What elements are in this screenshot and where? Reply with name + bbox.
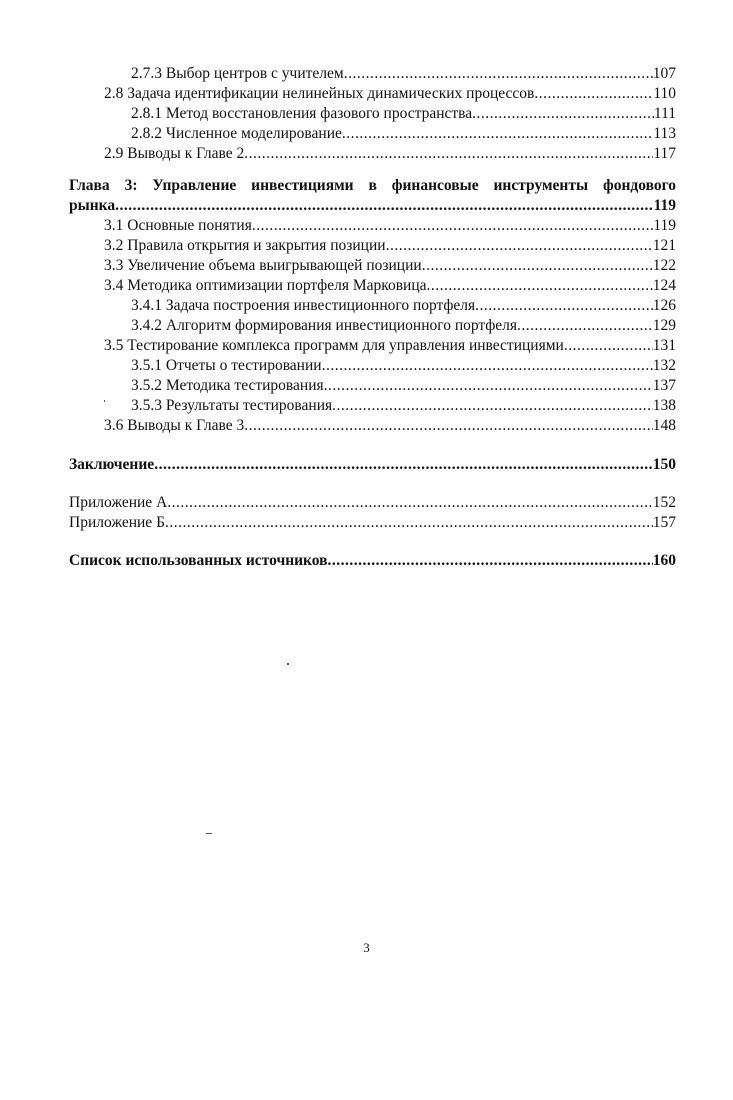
toc-entry-page: 113 bbox=[653, 125, 676, 142]
toc-leader-dots bbox=[475, 296, 653, 316]
toc-entry-title: 3.4.1 Задача построения инвестиционного портфеля bbox=[131, 297, 476, 314]
conclusion-page: 150 bbox=[652, 456, 676, 473]
toc-entry-page: 137 bbox=[652, 377, 676, 394]
toc-entry bbox=[0, 376, 733, 396]
toc-references bbox=[0, 551, 733, 571]
toc-entry-page: 119 bbox=[653, 217, 676, 234]
toc-entry bbox=[0, 276, 733, 296]
scan-speck bbox=[287, 663, 289, 665]
toc-entry-title: 3.5.2 Методика тестирования bbox=[131, 377, 324, 394]
toc-leader-dots bbox=[517, 316, 653, 336]
toc-entry-page: 129 bbox=[652, 317, 676, 334]
toc-entry-page: 126 bbox=[652, 297, 676, 314]
toc-entry-title: 3.4 Методика оптимизации портфеля Марковица bbox=[104, 277, 427, 294]
toc-leader-dots bbox=[564, 336, 653, 356]
toc-entry-page: 117 bbox=[653, 145, 676, 162]
toc-entry-title: 3.1 Основные понятия bbox=[104, 217, 252, 234]
toc-entry-title: 3.4.2 Алгоритм формирования инвестиционного портфеля bbox=[131, 317, 517, 334]
appendix-page: 157 bbox=[652, 514, 676, 531]
toc-leader-dots bbox=[534, 84, 653, 104]
toc-leader-dots bbox=[324, 376, 653, 396]
toc-leader-dots bbox=[332, 396, 653, 416]
toc-entry-title: 3.5.3 Результаты тестирования bbox=[131, 397, 333, 414]
toc-entry bbox=[0, 236, 733, 256]
chapter-3-title-line1: Глава 3: Управление инвестициями в финансовые инструменты фондового bbox=[69, 177, 676, 194]
toc-entry bbox=[0, 216, 733, 236]
toc-entry bbox=[0, 416, 733, 436]
toc-leader-dots bbox=[344, 64, 653, 84]
toc-appendix bbox=[0, 513, 733, 533]
toc-leader-dots bbox=[427, 276, 653, 296]
table-of-contents bbox=[0, 64, 733, 571]
toc-leader-dots bbox=[154, 455, 653, 475]
toc-entry-title: 3.5 Тестирование комплекса программ для управления инвестициями bbox=[104, 337, 564, 354]
toc-leader-dots bbox=[322, 356, 653, 376]
toc-entry-page: 131 bbox=[652, 337, 676, 354]
chapter-3-heading-line2 bbox=[0, 196, 733, 216]
appendix-title: Приложение Б bbox=[69, 514, 165, 531]
toc-entry-page: 111 bbox=[653, 105, 676, 122]
toc-leader-dots bbox=[422, 256, 653, 276]
page-number: 3 bbox=[363, 940, 370, 955]
toc-entry-title: 2.8 Задача идентификации нелинейных динамических процессов bbox=[104, 85, 535, 102]
toc-leader-dots bbox=[386, 236, 653, 256]
toc-entry bbox=[0, 336, 733, 356]
toc-entry-title: 3.2 Правила открытия и закрытия позиции bbox=[104, 237, 386, 254]
references-title: Список использованных источников bbox=[69, 552, 328, 569]
toc-entry-title: 3.6 Выводы к Главе 3 bbox=[104, 417, 245, 434]
toc-leader-dots bbox=[252, 216, 653, 236]
toc-leader-dots bbox=[167, 493, 652, 513]
chapter-3-page: 119 bbox=[653, 197, 676, 214]
toc-entry bbox=[0, 396, 733, 416]
toc-appendix bbox=[0, 493, 733, 513]
chapter-3-heading bbox=[0, 176, 733, 196]
toc-leader-dots bbox=[328, 551, 653, 571]
conclusion-title: Заключение bbox=[69, 456, 155, 473]
toc-leader-dots bbox=[472, 104, 654, 124]
toc-entry-title: 2.8.1 Метод восстановления фазового пространства bbox=[131, 105, 473, 122]
toc-leader-dots bbox=[342, 124, 653, 144]
toc-entry-page: 124 bbox=[652, 277, 676, 294]
toc-entry bbox=[0, 316, 733, 336]
toc-entry bbox=[0, 296, 733, 316]
toc-entry-page: 132 bbox=[652, 357, 676, 374]
toc-entry-page: 107 bbox=[652, 65, 676, 82]
toc-entry bbox=[0, 356, 733, 376]
toc-conclusion bbox=[0, 455, 733, 475]
toc-entry-title: 3.3 Увеличение объема выигрывающей позиции bbox=[104, 257, 422, 274]
toc-leader-dots bbox=[165, 513, 653, 533]
toc-leader-dots bbox=[115, 196, 653, 216]
toc-entry-title: 2.9 Выводы к Главе 2 bbox=[104, 145, 245, 162]
toc-entry-title: 2.8.2 Численное моделирование bbox=[131, 125, 342, 142]
toc-entry bbox=[0, 256, 733, 276]
toc-entry bbox=[0, 64, 733, 84]
scan-speck bbox=[104, 400, 105, 402]
toc-entry-title: 3.5.1 Отчеты о тестировании bbox=[131, 357, 322, 374]
toc-entry bbox=[0, 144, 733, 164]
chapter-3-title-line2: рынка bbox=[69, 197, 116, 214]
toc-entry bbox=[0, 104, 733, 124]
toc-entry-page: 121 bbox=[652, 237, 676, 254]
references-page: 160 bbox=[652, 552, 676, 569]
toc-entry-page: 138 bbox=[652, 397, 676, 414]
toc-entry bbox=[0, 124, 733, 144]
toc-leader-dots bbox=[244, 144, 653, 164]
toc-entry-title: 2.7.3 Выбор центров с учителем bbox=[131, 65, 344, 82]
scan-speck bbox=[206, 833, 212, 834]
toc-leader-dots bbox=[244, 416, 653, 436]
appendix-page: 152 bbox=[652, 494, 676, 511]
toc-entry bbox=[0, 84, 733, 104]
toc-entry-page: 122 bbox=[652, 257, 676, 274]
toc-entry-page: 148 bbox=[652, 417, 676, 434]
toc-entry-page: 110 bbox=[653, 85, 676, 102]
appendix-title: Приложение А bbox=[69, 494, 168, 511]
